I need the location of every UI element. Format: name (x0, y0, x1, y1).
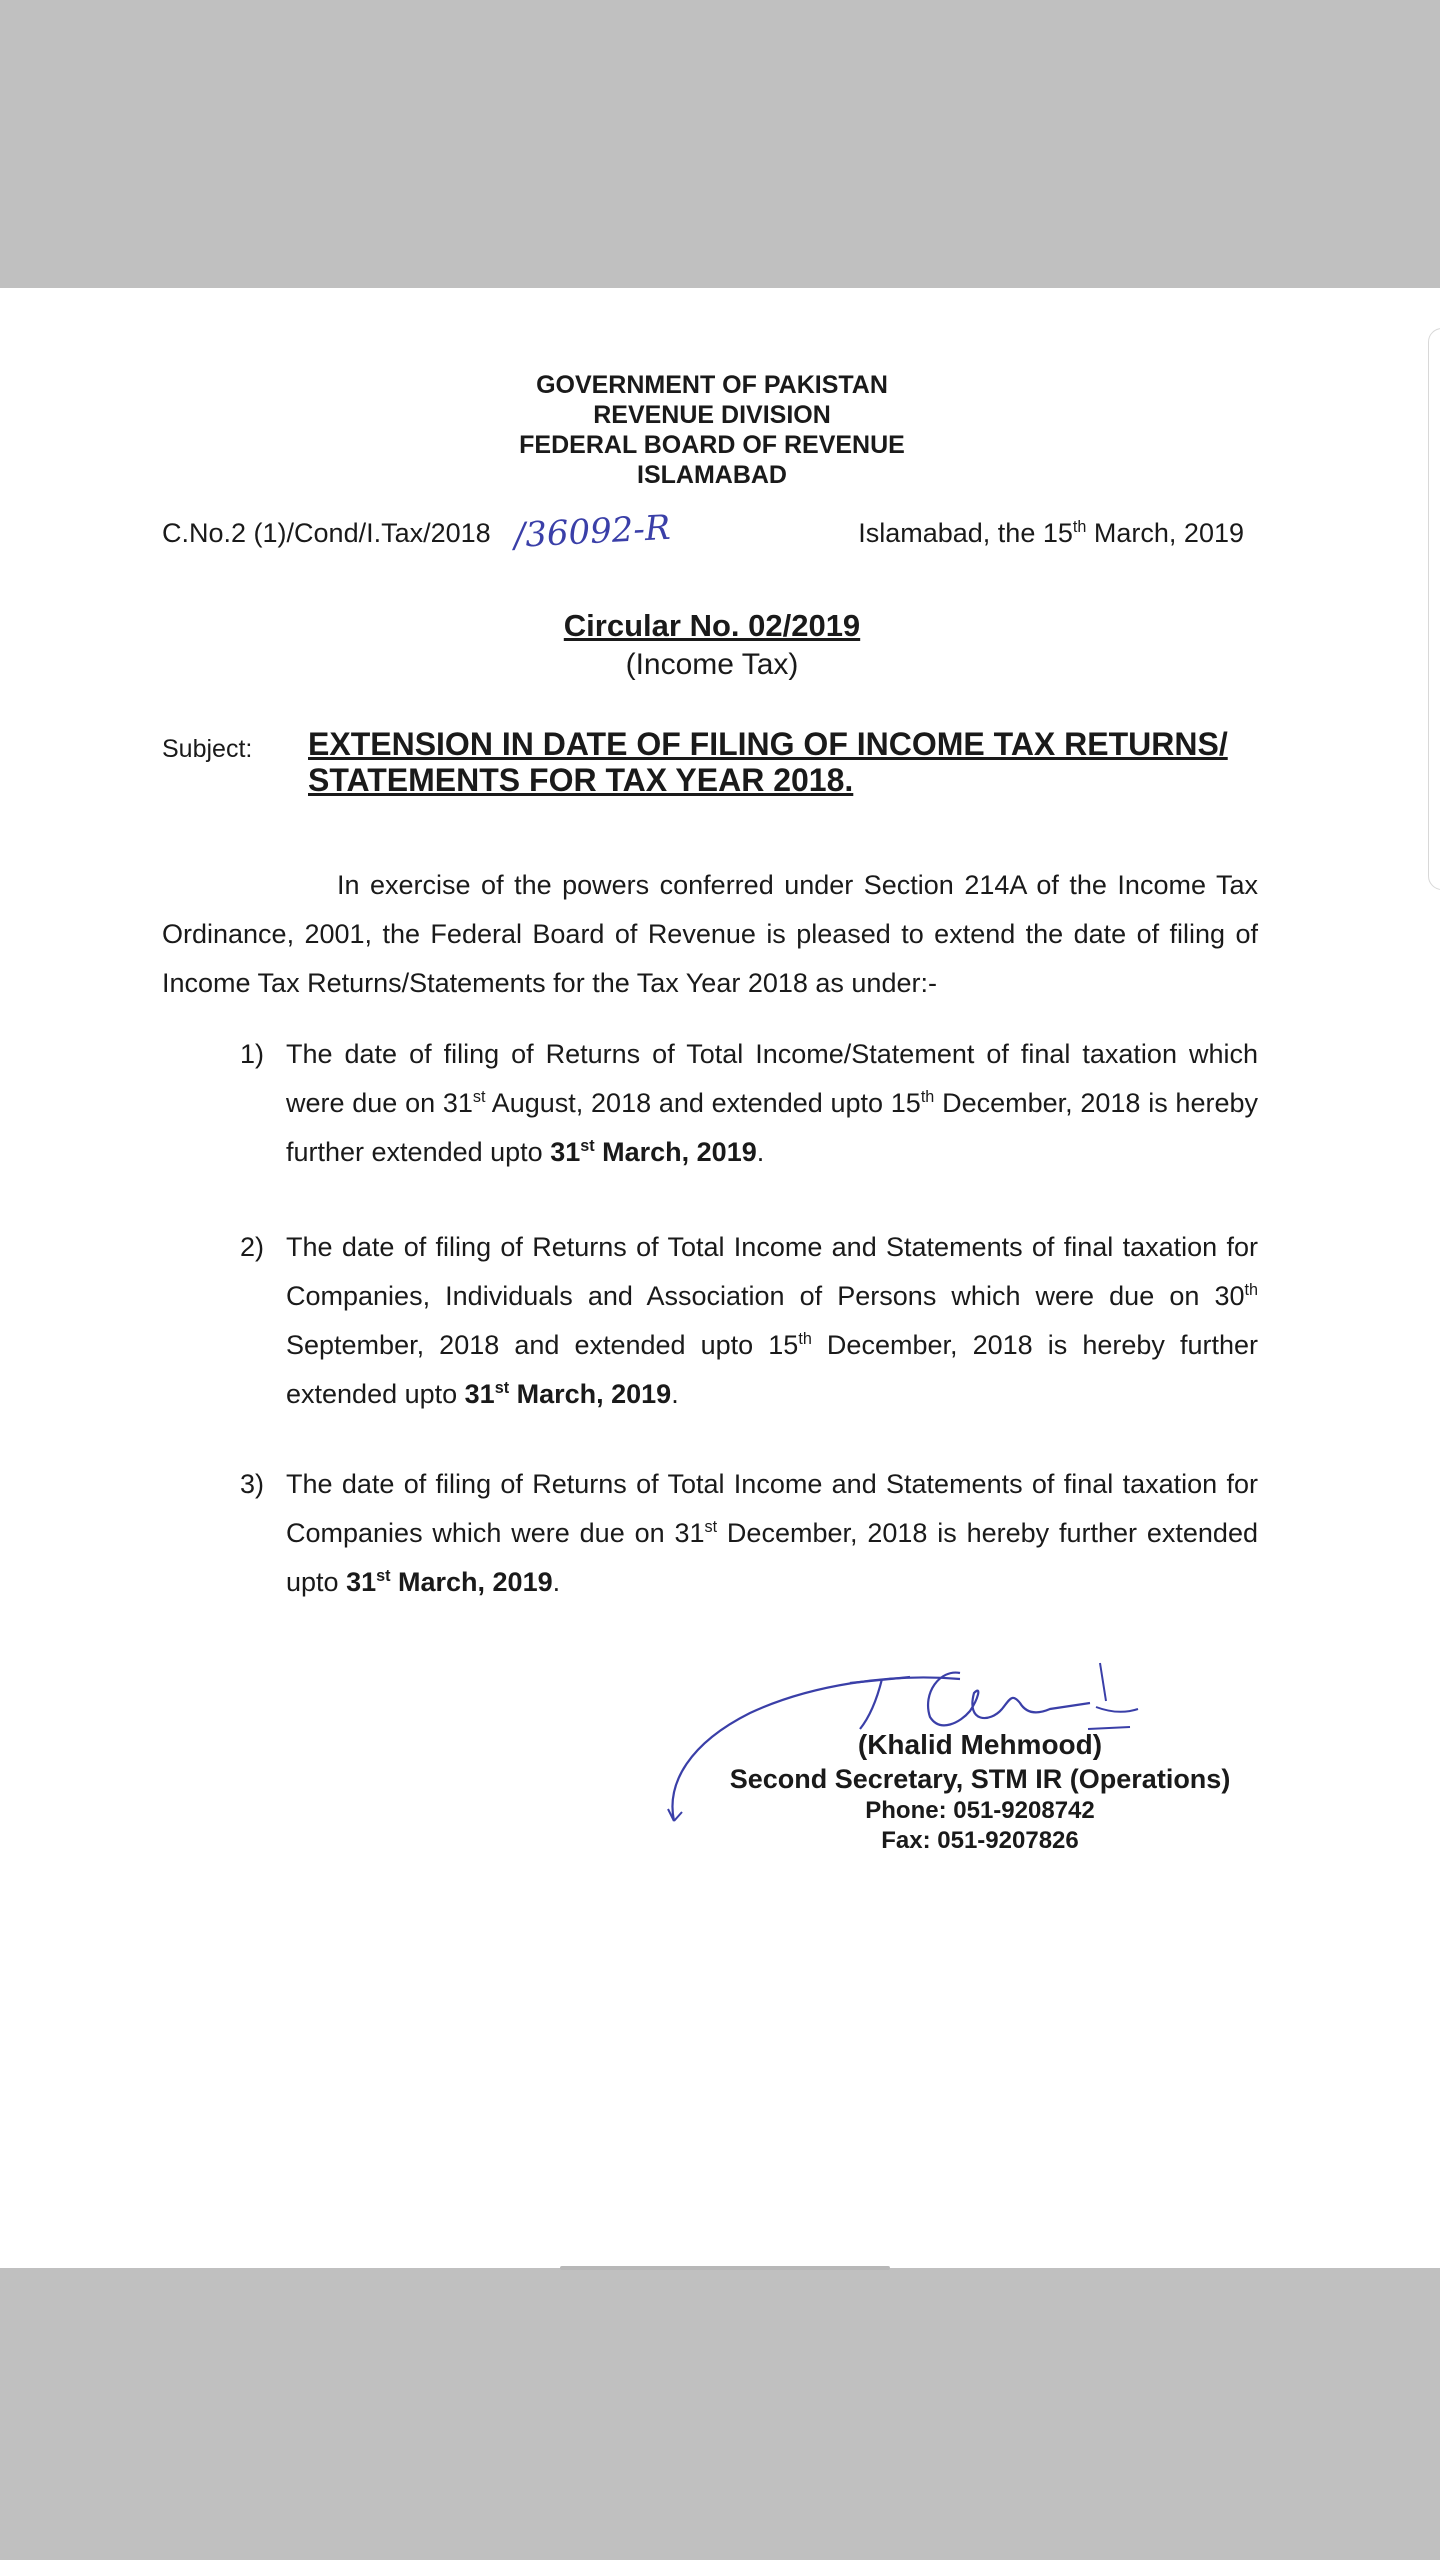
circular-title: Circular No. 02/2019 (563, 608, 861, 643)
letterhead-division: REVENUE DIVISION (593, 401, 831, 429)
intro-paragraph: In exercise of the powers conferred under Section 214A of the Income Tax Ordinance, 2001, the Federal Board of Revenue is pleased to extend the date of filing of Income Tax Returns/Statements for the Tax Year 2018 as under:- (162, 870, 1258, 998)
letterhead-city: ISLAMABAD (637, 461, 787, 489)
list-item-text: The date of filing of Returns of Total Income/Statement of final taxation which were due on 31st August, 2018 and extended upto 15th December, 2018 is hereby further extended upto 31st March, 2019. (286, 1039, 1258, 1167)
list-item-number: 2) (240, 1232, 265, 1262)
subject-text (308, 726, 1288, 798)
signatory-name: (Khalid Mehmood) (857, 1729, 1103, 1760)
page-edge (1428, 328, 1440, 890)
list-item-number: 3) (240, 1469, 265, 1499)
letterhead-board: FEDERAL BOARD OF REVENUE (519, 431, 905, 459)
reference-line (162, 507, 1244, 578)
list-item-text: The date of filing of Returns of Total Income and Statements of final taxation for Companies, Individuals and Association of Persons which were due on 30th September, 2018 and extended upto 15th December, 2018 is hereby further extended upto 31st March, 2019. (286, 1232, 1258, 1409)
list-item (240, 1460, 1258, 1607)
list-item (240, 1030, 1258, 1177)
letterhead (0, 370, 1424, 490)
signatory-fax: Fax: 051-9207826 (881, 1827, 1079, 1854)
scan-mark (560, 2266, 890, 2270)
circular-subtitle: (Income Tax) (625, 648, 799, 681)
svg-text:/36092-R: /36092-R (512, 507, 672, 557)
subject-line-2: STATEMENTS FOR TAX YEAR 2018. (308, 762, 854, 798)
reference-date: Islamabad, the 15th March, 2019 (858, 518, 1244, 548)
list-item (240, 1223, 1258, 1419)
handwritten-reference (510, 496, 720, 566)
signatory-designation: Second Secretary, STM IR (Operations) (729, 1764, 1231, 1794)
reference-number: C.No.2 (1)/Cond/I.Tax/2018 (162, 518, 491, 548)
subject-label: Subject: (162, 735, 253, 763)
signatory-block (700, 1728, 1260, 1856)
letterhead-government: GOVERNMENT OF PAKISTAN (536, 371, 888, 399)
list-item-text: The date of filing of Returns of Total Income and Statements of final taxation for Companies which were due on 31st December, 2018 is hereby further extended upto 31st March, 2019. (286, 1469, 1258, 1597)
list-item-number: 1) (240, 1039, 265, 1069)
signatory-phone: Phone: 051-9208742 (865, 1797, 1095, 1824)
document-page (0, 288, 1440, 2268)
subject-line-1: EXTENSION IN DATE OF FILING OF INCOME TAX RETURNS/ (308, 726, 1228, 762)
